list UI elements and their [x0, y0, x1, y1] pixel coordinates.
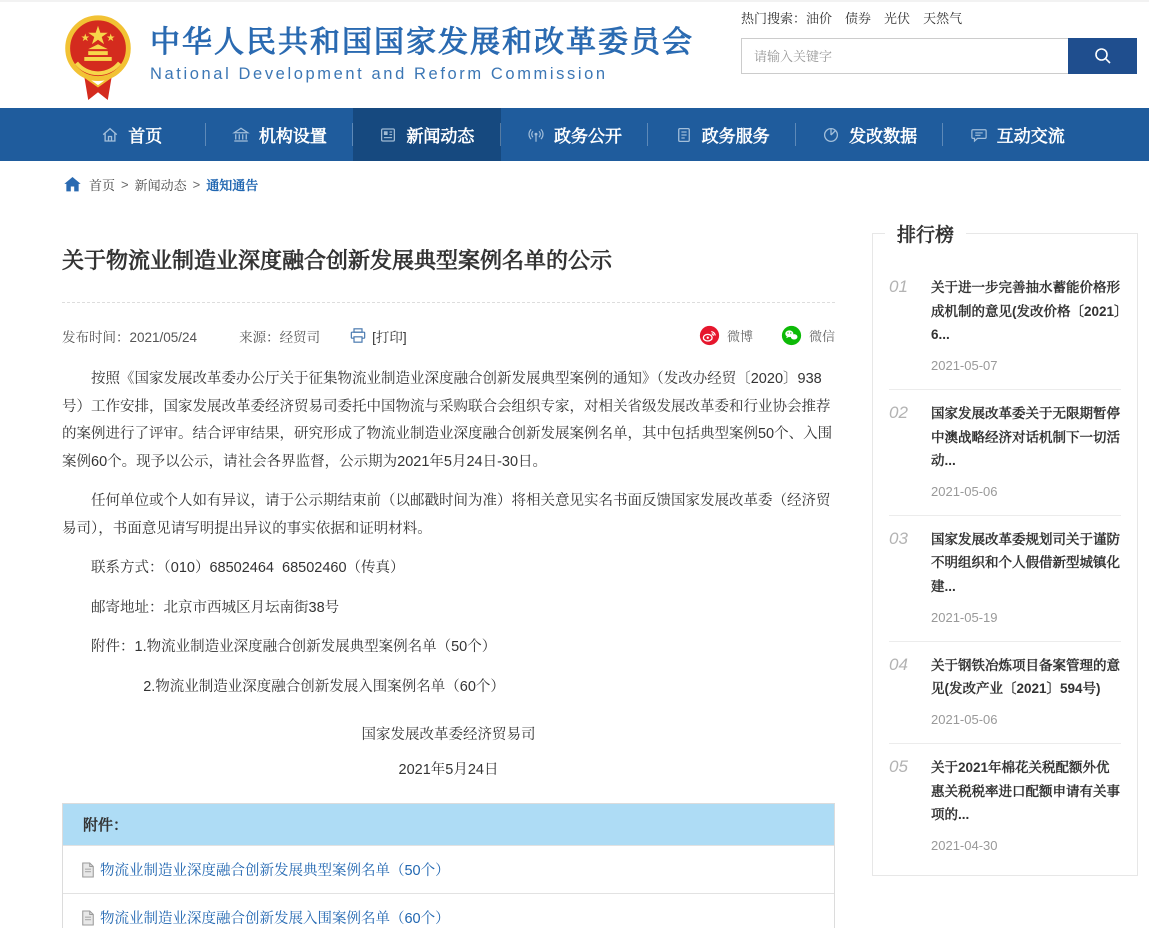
ranking-item	[889, 264, 1121, 390]
ranking-link[interactable]: 国家发展改革委关于无限期暂停中澳战略经济对话机制下一切活动...	[931, 405, 1120, 469]
hot-search-term-oil[interactable]: 油价	[806, 11, 833, 26]
article-column	[62, 208, 835, 928]
article-signature: 国家发展改革委经济贸易司	[361, 727, 536, 744]
article-attachment-line-2: 2.物流业制造业深度融合创新发展入围案例名单（60个）	[143, 678, 505, 695]
nav-label: 互动交流	[996, 127, 1065, 146]
article-paragraph: 任何单位或个人如有异议，请于公示期结束前（以邮戳时间为准）将相关意见实名书面反馈国家发展改革委（经济贸易司），书面意见请写明提出异议的事实依据和证明材料。	[62, 493, 831, 537]
nav-label: 新闻动态	[406, 127, 475, 146]
nav-item-gov-services[interactable]	[648, 108, 796, 161]
ranking-date: 2021-04-30	[931, 837, 998, 853]
nav-item-home[interactable]	[58, 108, 206, 161]
article-meta	[62, 325, 835, 346]
institution-icon	[232, 126, 250, 144]
ranking-sidebar	[872, 208, 1138, 928]
ranking-date: 2021-05-06	[931, 483, 998, 499]
attachment-link-typical-cases[interactable]	[81, 859, 450, 880]
breadcrumb-home-icon[interactable]	[64, 177, 81, 192]
share-weibo-label: 微博	[726, 329, 753, 344]
article-paragraph: 按照《国家发展改革委办公厅关于征集物流业制造业深度融合创新发展典型案例的通知》（发改办经贸〔2020〕938号）工作安排，国家发展改革委经济贸易司委托中国物流与采购联合会组织专家，对相关省级发展改革委和行业协会推荐的案例进行了评审。结合评审结果，研究形成了物流业制造业深度融合创新发展案例名单，其中包括典型案例50个、入围案例60个。现予以公示，请社会各界监督，公示期为2021年5月24日-30日。	[62, 371, 833, 470]
site-title-cn: 中华人民共和国国家发展和改革委员会	[150, 26, 694, 60]
publish-time: 发布时间：2021/05/24	[62, 329, 198, 345]
attachment-link-shortlisted-cases[interactable]	[81, 907, 450, 928]
broadcast-icon	[527, 126, 545, 144]
attachment-box	[62, 803, 835, 928]
breadcrumb-home[interactable]: 首页	[89, 178, 116, 193]
ranking-box	[872, 225, 1138, 876]
print-label: [打印]	[372, 329, 407, 345]
article-attachment-line-1: 附件：1.物流业制造业深度融合创新发展典型案例名单（50个）	[91, 639, 497, 656]
article-title: 关于物流业制造业深度融合创新发展典型案例名单的公示	[62, 244, 835, 303]
site-title-en: National Development and Reform Commission	[150, 64, 608, 83]
hot-search-term-pv[interactable]: 光伏	[884, 11, 911, 26]
ranking-link[interactable]: 关于钢铁冶炼项目备案管理的意见(发改产业〔2021〕594号)	[931, 657, 1120, 697]
ranking-item	[889, 744, 1121, 869]
rank-number: 05	[889, 756, 908, 776]
search-input[interactable]	[741, 38, 1068, 74]
share-wechat-button[interactable]	[781, 325, 835, 346]
article-sign-date: 2021年5月24日	[398, 762, 499, 779]
attachment-header: 附件：	[63, 804, 834, 845]
pie-chart-icon	[822, 126, 840, 144]
nav-label: 机构设置	[258, 127, 327, 146]
site-header	[0, 0, 1149, 108]
attachment-row	[63, 845, 834, 893]
ranking-date: 2021-05-07	[931, 357, 998, 373]
rank-number: 01	[889, 277, 908, 296]
weibo-icon	[699, 325, 720, 346]
nav-item-gov-disclosure[interactable]	[501, 108, 649, 161]
ranking-link[interactable]: 国家发展改革委规划司关于谨防不明组织和个人假借新型城镇化建...	[931, 531, 1120, 594]
nav-item-news[interactable]	[353, 108, 501, 161]
ranking-link[interactable]: 关于2021年棉花关税配额外优惠关税税率进口配额申请有关事项的...	[931, 759, 1120, 823]
breadcrumb-news[interactable]: 新闻动态	[134, 178, 187, 193]
nav-label: 政务服务	[701, 127, 770, 146]
file-icon	[81, 910, 95, 926]
home-icon	[101, 126, 119, 144]
nav-item-interaction[interactable]	[943, 108, 1091, 161]
file-icon	[81, 862, 95, 878]
article-contact: 联系方式：（010）68502464 68502460（传真）	[91, 560, 405, 577]
rank-number: 03	[889, 528, 908, 548]
hot-search-label: 热门搜索：	[741, 11, 807, 26]
printer-icon	[350, 328, 366, 343]
search-button[interactable]	[1068, 38, 1137, 74]
breadcrumb-current[interactable]: 通知通告	[206, 178, 259, 193]
nav-item-ndrc-data[interactable]	[796, 108, 944, 161]
main-nav	[0, 108, 1149, 161]
attachment-label: 物流业制造业深度融合创新发展入围案例名单（60个）	[100, 911, 450, 928]
ranking-title: 排行榜	[885, 220, 966, 247]
rank-number: 02	[889, 402, 908, 422]
nav-item-institutions[interactable]	[206, 108, 354, 161]
search-icon	[1093, 46, 1113, 66]
ranking-date: 2021-05-19	[931, 609, 998, 625]
article-source: 来源：经贸司	[239, 329, 321, 345]
ranking-item	[889, 642, 1121, 744]
attachment-label: 物流业制造业深度融合创新发展典型案例名单（50个）	[100, 863, 450, 880]
hot-search-term-gas[interactable]: 天然气	[923, 11, 963, 26]
ranking-item	[889, 516, 1121, 642]
breadcrumb	[0, 161, 1149, 208]
article-address: 邮寄地址：北京市西城区月坛南街38号	[91, 599, 340, 616]
national-emblem-icon	[62, 12, 134, 102]
rank-number: 04	[889, 654, 908, 674]
site-logo	[62, 8, 134, 102]
nav-label: 发改数据	[849, 127, 918, 146]
wechat-icon	[781, 325, 802, 346]
ranking-date: 2021-05-06	[931, 711, 998, 727]
print-button[interactable]	[350, 326, 407, 346]
article-body	[62, 366, 835, 701]
ranking-item	[889, 390, 1121, 516]
share-wechat-label: 微信	[808, 329, 835, 344]
nav-label: 政务公开	[554, 127, 623, 146]
share-weibo-button[interactable]	[699, 325, 753, 346]
chat-icon	[970, 126, 988, 144]
attachment-row	[63, 893, 834, 928]
ranking-link[interactable]: 关于进一步完善抽水蓄能价格形成机制的意见(发改价格〔2021〕6...	[931, 280, 1121, 343]
breadcrumb-separator: >	[121, 177, 129, 192]
document-icon	[675, 126, 693, 144]
hot-search-term-bonds[interactable]: 债券	[845, 11, 872, 26]
hot-search-bar	[741, 8, 1137, 27]
nav-label: 首页	[128, 127, 163, 146]
breadcrumb-separator: >	[192, 177, 201, 192]
news-icon	[379, 126, 397, 144]
